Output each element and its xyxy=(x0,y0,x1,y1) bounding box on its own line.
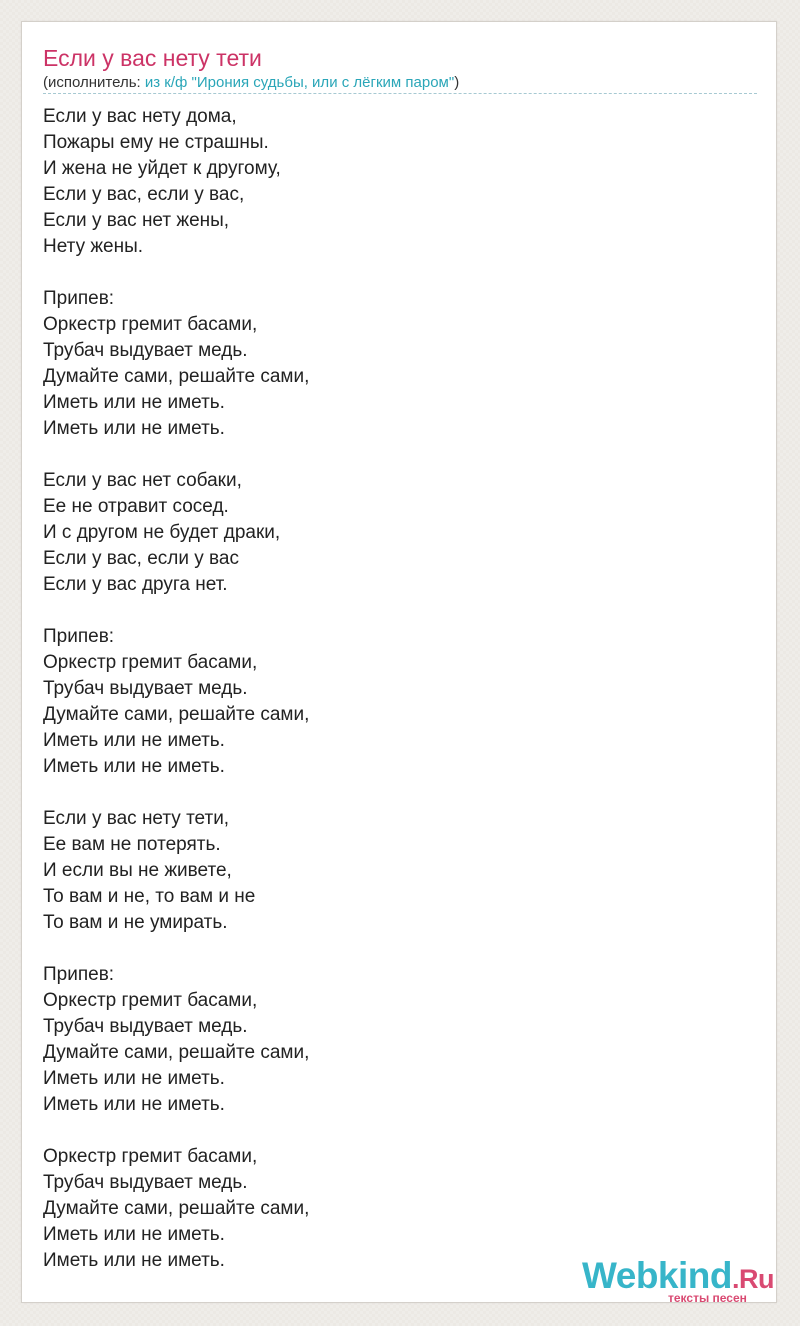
lyric-line: Иметь или не иметь. xyxy=(43,730,225,751)
lyrics-card xyxy=(21,21,777,1303)
stanza-gap xyxy=(43,442,743,468)
lyric-line: То вам и не, то вам и не xyxy=(43,886,256,907)
lyric-line: Думайте сами, решайте сами, xyxy=(43,1042,310,1063)
lyric-line: Трубач выдувает медь. xyxy=(43,340,248,361)
lyric-line: Трубач выдувает медь. xyxy=(43,1016,248,1037)
lyric-line: Оркестр гремит басами, xyxy=(43,1146,258,1167)
artist-prefix: (исполнитель: xyxy=(43,74,145,91)
lyric-line: Иметь или не иметь. xyxy=(43,1094,225,1115)
logo-tld: .Ru xyxy=(732,1264,774,1294)
lyric-line: Пожары ему не страшны. xyxy=(43,132,269,153)
logo-name: Webkind xyxy=(582,1255,732,1296)
logo-tagline: тексты песен xyxy=(668,1291,747,1305)
lyric-line: Трубач выдувает медь. xyxy=(43,1172,248,1193)
lyric-line: Думайте сами, решайте сами, xyxy=(43,1198,310,1219)
artist-line xyxy=(43,73,459,93)
lyric-line: Ее вам не потерять. xyxy=(43,834,221,855)
artist-link[interactable]: из к/ф "Ирония судьбы, или с лёгким паром" xyxy=(144,74,455,91)
lyric-line: И если вы не живете, xyxy=(43,860,232,881)
lyric-line: Думайте сами, решайте сами, xyxy=(43,704,310,725)
lyric-line: Если у вас нету тети, xyxy=(43,808,230,829)
lyric-line: То вам и не умирать. xyxy=(43,912,228,933)
lyric-line: Если у вас нету дома, xyxy=(43,106,237,127)
lyric-line: Думайте сами, решайте сами, xyxy=(43,366,310,387)
lyric-line: Припев: xyxy=(43,288,115,309)
lyric-line: Если у вас, если у вас xyxy=(43,548,239,569)
stanza-gap xyxy=(43,780,743,806)
lyric-line: Если у вас нет собаки, xyxy=(43,470,242,491)
stanza-gap xyxy=(43,598,743,624)
stanza-gap xyxy=(43,260,743,286)
lyric-line: Если у вас нет жены, xyxy=(43,210,230,231)
lyric-line: Иметь или не иметь. xyxy=(43,1224,225,1245)
song-title: Если у вас нету тети xyxy=(43,45,262,71)
divider xyxy=(43,93,757,94)
lyrics-body xyxy=(43,104,743,1274)
lyric-line: Иметь или не иметь. xyxy=(43,392,225,413)
artist-suffix: ) xyxy=(454,74,460,91)
lyric-line: Иметь или не иметь. xyxy=(43,1068,225,1089)
lyric-line: Если у вас друга нет. xyxy=(43,574,228,595)
lyric-line: И с другом не будет драки, xyxy=(43,522,281,543)
stanza-gap xyxy=(43,936,743,962)
lyric-line: Иметь или не иметь. xyxy=(43,756,225,777)
lyric-line: Припев: xyxy=(43,964,115,985)
lyric-line: Оркестр гремит басами, xyxy=(43,990,258,1011)
lyric-line: Нету жены. xyxy=(43,236,144,257)
lyric-line: Трубач выдувает медь. xyxy=(43,678,248,699)
lyric-line: Ее не отравит сосед. xyxy=(43,496,229,517)
lyric-line: Припев: xyxy=(43,626,115,647)
lyric-line: Иметь или не иметь. xyxy=(43,418,225,439)
lyric-line: Если у вас, если у вас, xyxy=(43,184,245,205)
lyric-line: Оркестр гремит басами, xyxy=(43,314,258,335)
lyric-line: Оркестр гремит басами, xyxy=(43,652,258,673)
lyric-line: И жена не уйдет к другому, xyxy=(43,158,281,179)
site-logo[interactable] xyxy=(582,1256,782,1306)
stanza-gap xyxy=(43,1118,743,1144)
lyric-line: Иметь или не иметь. xyxy=(43,1250,225,1271)
